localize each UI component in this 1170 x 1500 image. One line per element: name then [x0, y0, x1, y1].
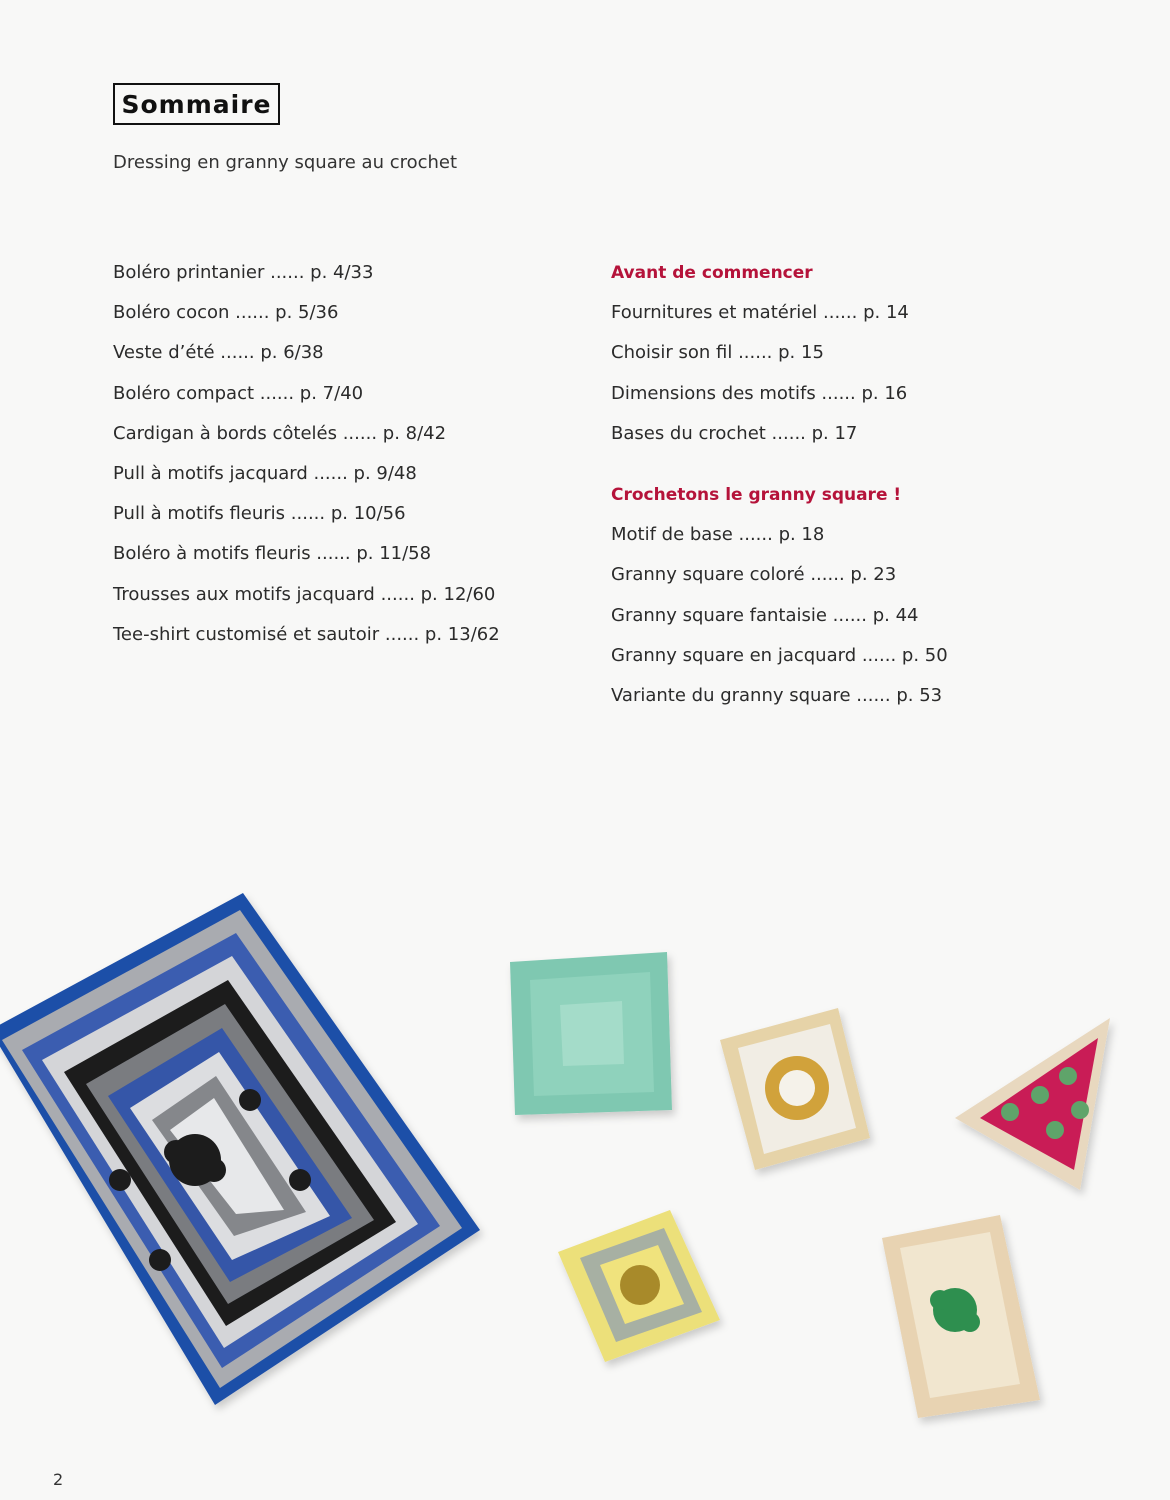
mint-granny-square — [510, 952, 672, 1115]
page-number: 2 — [53, 1470, 64, 1489]
section-title-crochetons: Crochetons le granny square ! — [611, 484, 902, 505]
toc-entry[interactable]: Granny square fantaisie ...... p. 44 — [611, 604, 919, 626]
section-title-avant: Avant de commencer — [611, 263, 813, 283]
toc-entry[interactable]: Pull à motifs jacquard ...... p. 9/48 — [113, 462, 417, 484]
toc-entry[interactable]: Boléro printanier ...... p. 4/33 — [113, 262, 374, 283]
beige-flower-square — [720, 1008, 870, 1170]
toc-entry[interactable]: Bases du crochet ...... p. 17 — [611, 422, 858, 444]
toc-entry[interactable]: Motif de base ...... p. 18 — [611, 524, 825, 546]
toc-entry[interactable]: Trousses aux motifs jacquard ...... p. 12/60 — [113, 583, 496, 605]
pink-green-triangle — [955, 1018, 1110, 1190]
toc-entry[interactable]: Granny square en jacquard ...... p. 50 — [611, 644, 948, 666]
toc-entry[interactable]: Boléro compact ...... p. 7/40 — [113, 382, 364, 404]
toc-entry[interactable]: Variante du granny square ...... p. 53 — [611, 684, 943, 706]
toc-entry[interactable]: Boléro cocon ...... p. 5/36 — [113, 302, 339, 324]
yellow-granny-square — [558, 1210, 720, 1362]
toc-entry[interactable]: Cardigan à bords côtelés ...... p. 8/42 — [113, 422, 447, 444]
book-subtitle: Dressing en granny square au crochet — [113, 152, 458, 173]
section-spacer — [611, 460, 948, 481]
toc-entry[interactable]: Granny square coloré ...... p. 23 — [611, 564, 897, 586]
large-granny-square — [0, 893, 480, 1405]
toc-entry[interactable]: Tee-shirt customisé et sautoir ...... p. 13/62 — [113, 623, 500, 645]
title-box — [113, 83, 280, 125]
toc-entry[interactable]: Dimensions des motifs ...... p. 16 — [611, 382, 908, 404]
toc-entry[interactable]: Fournitures et matériel ...... p. 14 — [611, 302, 909, 324]
toc-right-column — [611, 259, 948, 722]
toc-entry[interactable]: Pull à motifs fleuris ...... p. 10/56 — [113, 503, 406, 525]
crochet-squares-photo — [0, 870, 1170, 1500]
toc-entry[interactable]: Boléro à motifs fleuris ...... p. 11/58 — [113, 543, 432, 565]
cream-green-square — [882, 1215, 1040, 1418]
toc-entry[interactable]: Veste d’été ...... p. 6/38 — [113, 342, 324, 364]
toc-entry[interactable]: Choisir son fil ...... p. 15 — [611, 342, 824, 364]
page-title: Sommaire — [121, 89, 272, 119]
toc-left-column — [113, 259, 500, 661]
